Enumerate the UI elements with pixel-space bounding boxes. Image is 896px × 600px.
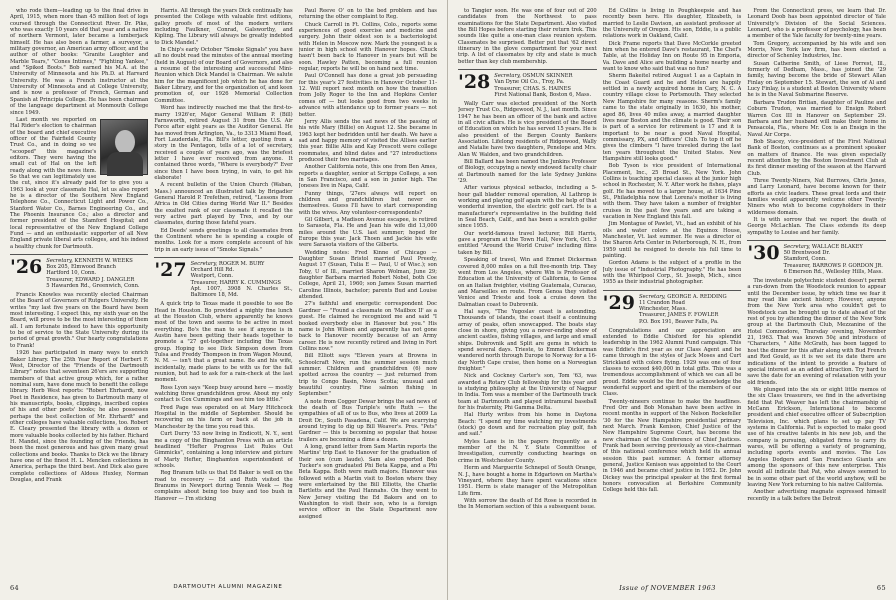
role-label: Secretary, (46, 258, 73, 265)
paragraph: Paul O'Connell has done a great job persuading for this year's 27 festivities in Hanover October 11-12. Will report next month on how the transition from Jolly Roger to the Inn and Hopkins Center comes off — but looks good from two weeks in advance with attendance up to former years — not better. (298, 73, 437, 118)
paragraph: Twenty-nineers continue to make the headlines. Fred Orr and Bob Monahan have been active in recent months in support of the Nelson Rockefeller '30 for the New Hampshire presidential primary next March. Frank Kenison, Chief Justice of the New Hampshire Supreme Court, has become the new chairman of the Conference of Chief Justices. Frank had been serving previously as vice-chairman of this national conference which held its annual session this past summer. A former attorney general, Justice Kenison was appointed to the Court in 1946 and became chief justice in 1952. Dr. John Dickey was the principal speaker at the first formal honors convocation at Berkshire Community College held this fall. (602, 398, 742, 494)
class-notes-block (10, 8, 148, 250)
address-line: Hartford 10, Conn. (46, 270, 97, 277)
address-line: 50 Brentwood Dr. (783, 250, 831, 257)
paragraph: Barbara Trudon Britian, daughter of Pauline and Coburn Trudon, was married to Ensign Robert Warren Cox III in Hanover on September 29. Barbara and her husband will make their home in Pensacola, Fla., where Mr. Cox is an Ensign in the Naval Air Corps. (747, 99, 887, 138)
paragraph: After various physical setbacks, including a 5-hour gall bladder removal operation, Al Lathrop is working and playing golf again with the help of that wonderful invention, the electric golf cart. He is a manufacturer's representative in the building field in Seal Beach, Calif., and has been a scratch golfer since 1955. (458, 185, 597, 230)
paragraph: The inveterate polytechnic student doesn't permit a run-down from the Woodstock reunion to appear until the December issue, by which time we fear it may read like ancient history. However, anyone from the New York area who couldn't get to Woodstock can be brought up to date ahead of the rest of you by attending the dinner of the New York group at the Dartmouth Club, Mezzanine of the Hotel Commodore, Thursday evening, November 21, 1963. That was known 50¢ and introduce of "Characters, " Alfie McGrath, has been tagged to host the dinner for this affair along with Bud French and Red Gould, as it is we set its date there are indications of the intent to provide a feature of special interest as an added attraction. Try hard to save the date for an evening of relaxation with your old friends. (747, 278, 887, 386)
right-column-1 (458, 8, 597, 574)
paragraph: Francis Knowles was recently elected Chairman of the Board of Governors of Rutgers University. He writes "my last five years on the Board have been most interesting. I expect this, my sixth year on the Board, will prove to be the most interesting of them all. I am fortunate indeed to have this opportunity to be of service to the State University during its period of great growth." Our hearty congratulations to Frank! (10, 292, 149, 349)
class-officers (784, 244, 883, 275)
left-page-columns (10, 8, 437, 574)
paragraph: Paul Reeve O' on to the bed problem and has returning the other complaint to Reg. (298, 8, 437, 21)
paragraph: to Tangier soon. He was one of four out of 200 candidates from the Northwest to pass examinations for the State Department. Also visited the Bill Hopes before starting their return trek. This sounds like quite a one-man class reunion system. Classmates be surprised. Better put that '62 direct itinerary in the glove compartment for your next trip. A list of classmates by city and state is much better than key club membership. (458, 8, 597, 65)
paragraph: Bob Tyson is vice president of International Placement, Inc., 25 Broad St., New York. John Collins is teaching special classes at the junior high school in Rochester, N. Y. After work he fishes, plays golf. He has moved to a larger house, at 1634 Pine St., Philadelphia now that Lorena's mother is living with them. They have taken a number of freighter cruises in the past few years and are taking a vacation in New England this fall. (602, 163, 742, 220)
treasurer-line: Treasurer, HARRY K. CUMMINGS (190, 279, 281, 286)
paragraph: Last month we reported on Hal Rider's election to chairman of the board and chief executive officer of the Fairfield County Trust Co., and in doing so we "scooped" this magazine's editors. They were having the small cut of Hal on the left ready along with the news item. So that we can legitimately use the cut, since it's already paid for to give you a 1963 look at your classmate Hal, let us also report he is a director of the Southern New England Telephone Co., Connecticut Light and Power Co., Stanford Water Co., Barnes Engineering Co., and The Phoenix Insurance Co.; also a director and former president of the Stamford Hospital; and local representative of the New England College Fund — and an enthusiastic supporter of all New England private liberal arts colleges, and his indeed a healthy chunk for Dartmouth. (10, 116, 149, 250)
address-line: 11 Crandon Road (638, 299, 685, 306)
class-header-30 (747, 240, 886, 275)
class-officers (639, 294, 727, 325)
class-header-28 (458, 69, 597, 98)
secretary-name: WALLACE BLAKEY (811, 244, 863, 251)
paragraph: Curt Durry '53 now living in Endicott, N. Y., sent me a copy of the Binghamton Press with an article headlined "Hefter Progress List Rules Out Gimmicks", containing a long interview and picture of Marty Hefter, Binghamton superintendent of schools. (154, 431, 293, 469)
address-line: Box 205, Elmwood Branch (46, 264, 116, 271)
magazine-title: DARTMOUTH ALUMNI MAGAZINE (173, 584, 283, 590)
paragraph: 1926 has participated in many ways to enrich Baker Library. The 25th Year Report of Herbert F. West, Director of the "Friends of the Dartmouth Library" notes that seventeen 26'ers are supporting members of that active group which, for a rather nominal sum, have done much to benefit the college library. Herb West reports: "Robert Ehrhardt, now Poet in Residence, has given to Dartmouth many of his manuscripts, books, clippings, inscribed copies of his and other poets' books; he also possesses perhaps the best collection of Mr. Ehrhardt" and other colleges have valuable collections, too. Robert E. Cleary presented the library with a dozen or more valuable books collected by his father. Richard H. Mandel, since the founding of the Friends, has been the most generous and has given many great collections and books. Thanks to Dick we the library have one of the finest H. L. Mencken collections in America, perhaps the third best. And Dick also gave complete collections of Aldous Huxley, Norman Douglas, and Frank (10, 350, 149, 484)
paragraph: Ed Deeds' sends greetings to all classmates from the Continent where he is spending a couple of months. Look for a more complete account of his trip in an early issue of "Smoke Signals." (154, 227, 293, 253)
paragraph: Myles Lane is in the papers frequently as a member of the N. Y. State Committee of Investigation, currently conducting hearings on crime in Westchester County. (458, 438, 597, 464)
portrait-photo-hal-rider (100, 119, 148, 175)
paragraph: who rode them—leading up to the final drive in April, 1915, when more than 45 million feet of logs coursed through the Connecticut River. Dr. Pike, who was exactly 10 years old that year and a native of northern Vermont, later became a lumberjack himself. He has also been a farmer, a surveyor, a military governor, an American army officer, and the author of other books: "Granite Laughter and Marble Tears," "Cones Intimes," "Fighting Yankee," and "Spiked Boots." Bob earned his M.A. at the University of Minnesota and his Ph.D. at Harvard University. He was a French instructor at the University of Minnesota and at College University, and is now a professor of French, German and Spanish at Principia College. He has been chairman of the language department at Monmouth College since 1949. (10, 8, 149, 116)
address-line: Stamford, Conn. (783, 256, 827, 263)
paragraph: Jerry Allis sends the sad news of the passing of his wife Mary (Billie) on August 12. She became in 1963 kept her bedridden until her death. We have a sad and happy memory of visited the Allises earlier this year. Billie Allis and Kay Prescott were college roommates, and blind dates and "27 introductions produced their two marriages. (298, 118, 437, 163)
address-line: Winchester, Mass. (638, 306, 687, 313)
class-year: '27 (154, 259, 187, 282)
paragraph: Reg Branum tells us that Ed Baker is well on the road to recovery — Ed and Ruth visited the Branums in Newport during Tennis Week — Reg complains about being too busy and too bush in Hanover — I'm sticking (154, 470, 293, 502)
secretary-name: ROGER M. BURY (218, 261, 265, 268)
left-column-1 (10, 8, 148, 574)
class-year: '29 (602, 291, 635, 314)
paragraph: Word has indirectly reached me that the first-to-marry 1926'er, Major General William P. (Bill) Farnsworth, retired August 31 from the U.S. Air Force after eight years as the Auditor General. He has moved from Arlington, Va., to 3313 Miami Road, Fort Lauderdale, Fla. Bill's letter, quoting from a story in the Pentagon, tells of a lot of secretary, received a couple of years ago, was the briefest letter I have ever received from anyone. It contained three words, "Where is everybody?" Ever since then I have been trying, in vain, to get his elaborate! (154, 105, 293, 181)
treasurer-line: Treasurer, BARROWS P. GORDON JR. (783, 262, 883, 269)
paragraph: Susan Catherine Smith, of Liese Forrest, Ill., formerly of Dedham, Mass., has joined the '29 family, having become the bride of Stewart Allan Finlay on September 15. Stewart, the son of Al and Lucy Finlay, is a student at Boston University where he is in the Naval Submarine Reserve. (747, 60, 887, 99)
paragraph: Herm and Marguerite Schnepel of South Orange, N. J., have bought a home in Edgartown on Martha's Vineyard, where they have spent vacations since 1951. Herm is state manager of the Metropolitan Life firm. (458, 465, 597, 497)
paragraph: With sorrow the death of Ed Rose is recorded in the In Memoriam section of this a subsequent issue. (458, 497, 597, 511)
paragraph: Wally Carr was elected president of the North Jersey Trust Co., Ridgewood, N. J., last month. Since 1947 he has been an officer of the bank and active in all civic affairs. He is vice president of the Board of Education on which he has served 15 years. He is also president of the Bergen County Bankers Association. Lifelong residents of Ridgewood, Wally and Natalie have two daughters, Penelope and Mrs. Alan W. Walden, and two grandchildren. (458, 100, 597, 158)
paragraph: Jim Montague of Pawlet, Vt., had an exhibit of his oils and water colors at the Equinox House, Manchester, Vt. last summer. He was a director of the Sharon Arts Center in Peterborough, N. H., from 1959 until he resigned to devote his full time to painting. (602, 221, 742, 260)
treasurer-line: Treasurer, CHAS. S. HAINES (494, 85, 571, 92)
class-year: '26 (10, 256, 43, 279)
paragraph: Our world-famous travel lecturer, Bill Harris, gave a program at the Town Hall, New York, Oct. 3 entitled "Around the World Cruise" including films taken by Bill. (458, 230, 597, 256)
treasurer-address: 6 Emerson Rd., Wellesley Hills, Mass. (783, 268, 883, 275)
paragraph: Ross Lyon says "Keep busy around here — mostly watching three grandchildren grow. About my only contact is Cox Cummings and see him too little." (154, 384, 293, 404)
paragraph: Bill Ballard has been named the Junkins Professor of Biology, occupying a newly endowed faculty chair at Dartmouth named for the late Sydney Junkins '29. (458, 159, 597, 185)
page-number: 64 (10, 584, 20, 592)
right-page-columns (458, 8, 886, 574)
treasurer-line: Treasurer, JAMES F. FOWLER (638, 312, 719, 319)
secretary-name: GEORGE A. REDDING (667, 293, 727, 300)
paragraph: 27's faithful and energetic correspondent Doc Gardner — "Found a classmate on 'Mailbox II' as a guest. He claimed he recognized me and said "I booked everybody else in Hanover but you." His name is John Wilson and apparently has not gone back to Hanover recently because of an Army career. He is now recently retired and living in Fort Collins now." (298, 301, 437, 352)
paragraph: From the Connecticut press, we learn that Dr. Leonard Doob has been appointed director of Yale University's Division of the Social Sciences. Leonard, who is a professor of psychology, has been a member of the Yale faculty for twenty-nine years. (747, 8, 887, 40)
class-officers (191, 261, 293, 298)
paragraph: Hal Hurty writes from his home in Daytona Beach: "I spend my time watching my investments (stock) go down and for recreation play golf, fish and sail." (458, 412, 597, 438)
class-officers (46, 258, 139, 289)
paragraph: A note from Cogger Dewar brings the sad news of the death of Bus Turiple's wife Ruth — the sympathies of all of us to Bus, who lives at 2009 La Droit Dr., South Pasadena, Calif. We are scurrying around trying to dig up Bill Weaver's. Pres. "Pets" Gardner — this is becoming so popular that house trailers are becoming a dime a dozen. (298, 398, 437, 443)
paragraph: Sherm Bakeitel retired August 1 as a Captain in the Coast Guard and he and Helen are happily settled in a newly acquired home in Cary, N. C. A country village close to Portsmouth. They selected New Hampshire for many reasons. Sherm's family came to the state originally in 1630, his mother, aged 86, lives 40 miles away, a married daughter lives near Boston and the climate is good. Their son is part of a service for retirement is 17 and it is important to be near a good Naval Hospital, commissary, PX, and Officers' Club. To top it off he gives the climbers "I have traveled during the last ten years throughout the United States. New Hampshire still looks good." (602, 73, 742, 162)
role-label: Secretary, (494, 73, 521, 80)
left-column-2 (154, 8, 292, 574)
paragraph: Dick Frame reports that Dave McCorkle greeted him when he entered Dave's restaurant, The Chef's Table, at the Holiday Inn on Route 95 in Emporia, Va. Dave and Alice are building a home nearby and want to know who said that was no fun? (602, 40, 742, 73)
right-column-2 (603, 8, 742, 574)
class-year: '30 (747, 242, 780, 265)
treasurer-address: First National Bank, Boston 6, Mass. (494, 91, 592, 98)
paragraph: Nick and Cockney Carter's son, Tom '63, was awarded a Rotary Club fellowship for this year and is studying philosophy at the University of Nagpur in India. Tom was a member of the Dartmouth track team at Dartmouth and played intramural baseball for his fraternity, Phi Gamma Delta. (458, 373, 597, 412)
treasurer-address: Apt. 1007, 3908 N. Charles St., Baltimore 18, Md. (190, 285, 293, 299)
class-header-26 (10, 254, 148, 289)
address-line: Van Dyne Oil Co., Troy, Pa. (494, 79, 565, 86)
page-number: 65 (876, 584, 886, 592)
paragraph: A long, grand letter from Sam Martin reports the Martins' trip East to Hanover for the graduation of their son (cum laude). Sam also reported Bob Tucker's son graduated Phi Beta Kappa, and a Phi Beta Kappa. Both were math majors. Hanover was followed with a Martin visit to Boston where they were entertained by the Bill Elliotts, the Charlie Bartletts and the Paul Hannahs. On they went to New Jersey visiting the Ed Bakers and on to Washington to visit their son, who is a foreign service officer in the State Department now assigned (298, 444, 437, 520)
paragraph: Tom Gregory, accompanied by his wife and son Morris, New York law firm, has been elected a director of Schenley Industries, Inc. (747, 40, 887, 60)
paragraph: Congratulations and our appreciation are extended to Eddie Chisford for his splendid leadership in the 1962 Alumni Fund campaign. This was Eddie's first year as our Class Agent and he came through in the styles of Jack Moses and Curt Strickland with colors flying. 1929 was one of four classes to exceed $40,000 in total gifts. This was a tremendous accomplishment of which we can all be proud. Eddie would be the first to acknowledge the wonderful support and spirit of the members of our Class. (602, 327, 742, 398)
right-column-3 (747, 8, 886, 574)
paragraph: Bob Stacey, vice-president of the First National Bank of Boston, continues as a prominent speaker on matters of finance. He was given especially recent attention by the Boston Investment Club at its first dinner meeting of the season at the Harvard Club. (747, 138, 887, 177)
page-footer-left (10, 584, 437, 592)
role-label: Secretary, (638, 293, 666, 300)
paragraph: Bill Elliott says "Eleven years at Browns in Schoolcraft Now, run the summer session much summer. Children and grandchildren (6) now spotted across the country — just returned from trip to Congo Basin, Nova Scotia; unusual and beautiful country. Fine salmon fishing in September." (298, 353, 437, 398)
left-column-3 (299, 8, 437, 574)
class-year: '28 (458, 71, 491, 94)
role-label: Secretary, (190, 261, 218, 268)
address-line: Westport, Conn. (190, 273, 234, 280)
paragraph: In Chip's early October "Smoke Signals" you have all no doubt read the minutes of the annual meeting (held in August) of our Board of Governors, and also a resume of the interesting and successful Mini-Reunion which Dick Mandel is Chairman. We salute him for the magnificent job which he has done for Baker Library, and for the organization of, and keen promotion of, our 1926 Memorial Collection Committee. (154, 47, 293, 104)
paragraph: Three Twenty-Niners, Nat Burrows, Chris Jones, and Larry Leonard, have become known for their efforts as civic leaders. These great lords and their families would apparently welcome other Twenty-Niners who wish to become copyholders in their wilderness domain. (747, 177, 887, 216)
treasurer-address: P.O. Box 191, Beaver Falls, Pa. (638, 318, 719, 325)
paragraph: Chuck Carroll in Ft. Collins, Colo., reports some experiences of good exercise and medicine and surgery. John their oldest son is a bacteriologist with Helen in Moscow now. Mark the youngest is a junior in high school with Hanover hopes. Chuck hasn't been back to Hanover in years but will be soon. Hawley Patten, becoming a full reunion regular, reports he will be on hand next time. (298, 21, 437, 73)
paragraph: Gil Gilbert, a Madison Avenue escapee, is retired to Sarasota, Fla. He and Jean his wife did 13,000 miles around the U.S. last summer; hoped for Europe this year. Jack Thoen and Jackie his wife were Sarasota visitors of the Gilberts. (298, 217, 437, 249)
secretary-name: KENNETH W. WEEKS (74, 258, 133, 265)
paragraph: Another California note, this one from Ben Ames, reports a daughter, senior at Scripps College, a son in San Francisco, and a son in junior high. The Joneses live in Napa, Calif. (298, 164, 437, 190)
paragraph: Hal says, "The Yugoslav coast is astounding. Thousands of islands, the coast itself a continuing array of peaks, often snowcapped. The boats stay close in shore, giving you a never-ending show of ancient castles, fishing villages, and large and small ships. Dubrovnik and Split are gems in which to spend several days. Trieste, to Emmet Dickerman wandered north through Europe to Norway for a 16-day North Cape cruise, then home on a Norwegian freighter." (458, 308, 597, 372)
paragraph: We plunged into the six or eight little memos of the six Class treasurers, we find in the advertising field that Pat Weaver has left the chairmanship of McCann Erickson, International to become president and chief executive officer of Subscription Television, Inc. which plans to set up pay TV systems in California. Pat is expected to make good use of his creative talents in his new job, and the company is pursuing, obligated firms to carry its wares, will be offering a variety of programing, including sports events and movies. The Los Angeles Dodgers and San Francisco Giants are among the sponsors of this new enterprise. This would all indicate that Pat, who always seemed to be in some other part of the world anyhow, will be leaving New York returning to his native California. (747, 386, 887, 489)
paragraph: Another advertising magnate expressed himself recently in a talk before the Detroit (747, 489, 887, 502)
paragraph: A recent bulletin of the Union Church (Waban, Mass.) announced an illustrated talk by Brigadier General Harold P. Trefethen, retired, "Lessons from Africa in Old Cities during World War II." Besides the exalted rank of our classmate it recalled the very active part played by Trex, and by our classmates, during those fateful years. (154, 182, 293, 227)
secretary-name: OSMUN SKINNER (522, 73, 573, 80)
class-header-29 (603, 290, 742, 325)
role-label: Secretary, (783, 244, 811, 251)
paragraph: Harris. All through the years Dick continually has presented the College with valuable first editions, galley proofs of most of the modern writers including Faulkner, Conrad, Galsworthy, and Kipling. The Library will always be greatly indebted to Dick Mandel." (154, 8, 293, 46)
paragraph: Funny things, '27ers always will report on children and grandchildren but never on themselves. Guess I'll have to start corresponding with the wives. Any volunteer-correspondents? (298, 190, 437, 216)
paragraph: Speaking of travel, Win and Emmet Dickerman covered 8,000 miles on a full five-month trip. They went from Los Angeles, where Win is Professor of Education at the University of California, to Genoa on an Italian freighter, visiting Guatemala, Curacao, and Marseilles en route. From Genoa they visited Venice and Trieste and took a cruise down the Dalmatian coast to Dubrovnik. (458, 257, 597, 308)
paragraph: It is with sorrow that we report the death of George McLachlan. The Class extends its deep sympathy to Louise and her family. (747, 217, 887, 236)
right-page (448, 0, 896, 600)
page-footer-right (458, 584, 886, 592)
issue-date: Issue of NOVEMBER 1963 (619, 584, 716, 592)
paragraph: Wedding notes: Fred Kinne of Chicago — Daughter Susan Bristol married Paul Preedy, August 17 (Susan, Tulia E — Paul, U of Wisc.); son Toby, U of Ill., married Sharon Wolman, June 29; daughter Barbara married Robert Nobel, both Coe College, April 21, 1960; son James Susan married Caroline Illinois, bachelor; parents Bud and Louise attended. (298, 249, 437, 301)
treasurer-line: Treasurer, EDWARD J. DANGLER (46, 276, 135, 283)
class-header-27 (154, 257, 292, 298)
paragraph: A quick trip to Texas made it possible to see Bo Head in Houston. Bo provided a mighty fine lunch at the Houston Club, where apparently he knows most of the town and seems to be active in most everything. Bo's the man to see if anyone is in Austin have been getting their heads together to promote a "27 get-together including the Texas group. Hoping to see Dick Simpson down from Tulsa and Freddy Thompson in from Wagon Mound, N. M. — isn't that a great name. Bo and his wife, incidentally, made plans to be with us for the fall reunion, but had to ask for a rain-check at the last moment. (154, 301, 293, 384)
paragraph: Gordon Adams is the subject of a profile in the July issue of "Industrial Photography." He has been with the Whirlpool Corp., St. Joseph, Mich., since 1955 as their industrial photographer. (602, 260, 742, 286)
address-line: Orchard Hill Rd. (190, 267, 235, 274)
paragraph: Fred Page was operated on at Mary Hitchcock Hospital in the middle of September. Should be recovering on his farm or back at the job in Manchester by the time you read this. (154, 404, 293, 430)
treasurer-address: 5 Hawarden Rd., Greenwich, Conn. (46, 282, 140, 289)
paragraph: Ed Collins is living in Poughkeepsie and has recently been here. His daughter, Elizabeth, is married to Leslie Davison, an assistant professor at the University of Oregon. His son, Eddie, is a public relations work in Oakland, Calif. (602, 8, 742, 40)
class-officers (494, 73, 591, 98)
